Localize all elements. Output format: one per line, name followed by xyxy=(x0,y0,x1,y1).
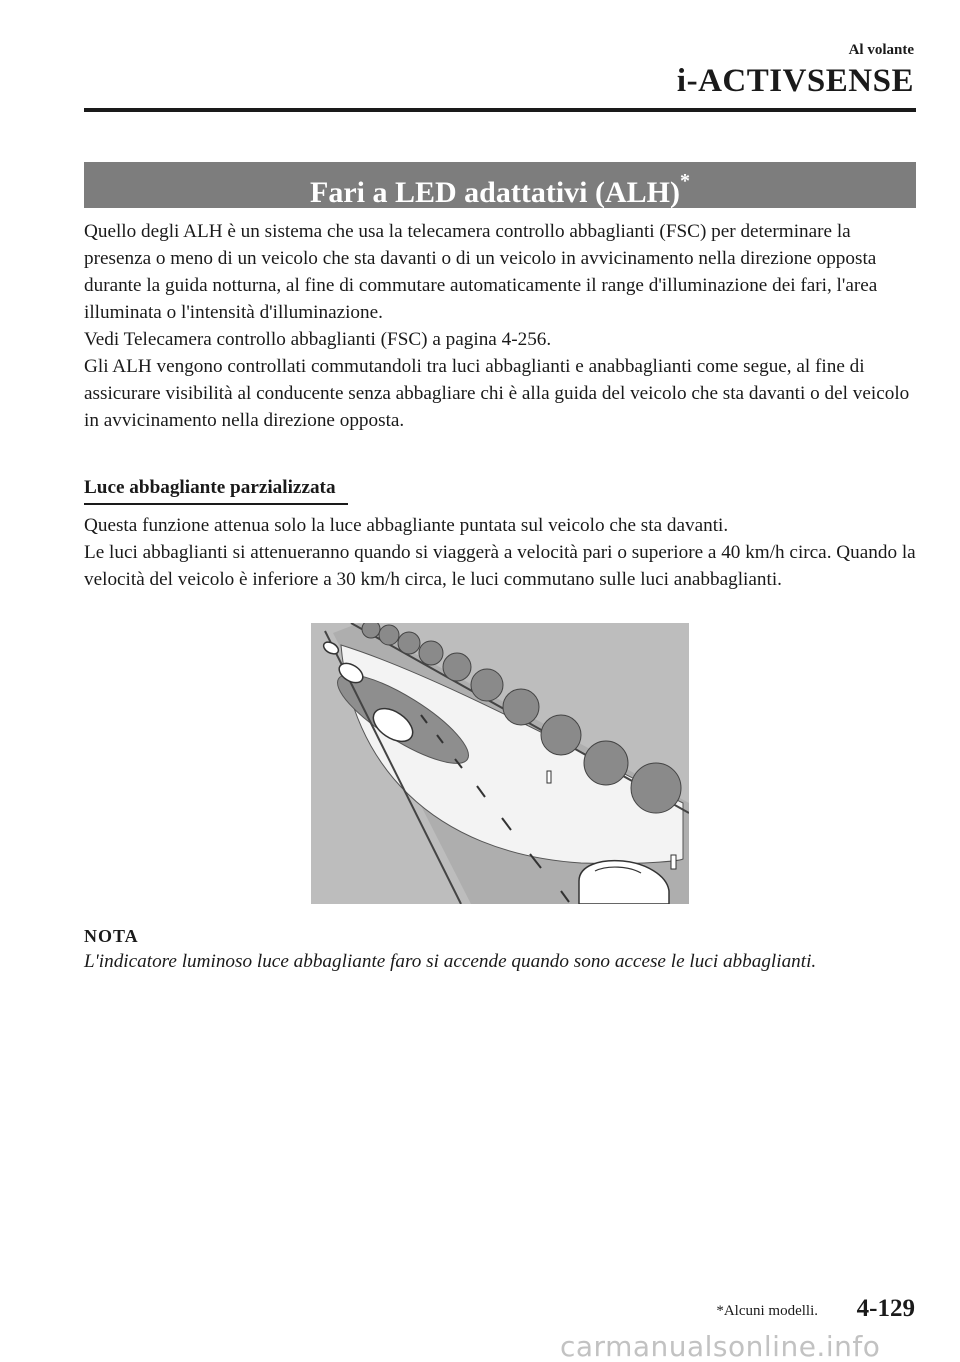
chapter-title: Al volante xyxy=(848,42,914,58)
page-title xyxy=(84,162,916,208)
partial-high-beam-text xyxy=(84,512,916,593)
watermark: carmanualsonline.info xyxy=(560,1330,881,1362)
footnote: *Alcuni modelli. xyxy=(716,1303,818,1319)
headlight-illustration xyxy=(311,623,689,904)
subheading: Luce abbagliante parzializzata xyxy=(84,474,348,505)
night-road-drawing xyxy=(311,623,689,904)
partial-paragraph: Questa funzione attenua solo la luce abbagliante puntata sul veicolo che sta davanti. xyxy=(84,515,729,536)
note-label: NOTA xyxy=(84,926,139,946)
section-title: i-ACTIVSENSE xyxy=(676,63,914,99)
intro-text xyxy=(84,218,916,434)
partial-paragraph: Le luci abbaglianti si attenueranno quando si viaggerà a velocità pari o superiore a 40 km/h circa. Quando la velocità del veicolo è inferiore a 30 km/h circa, le luci commutano sulle luci anabbaglianti. xyxy=(84,542,916,590)
intro-paragraph: Quello degli ALH è un sistema che usa la telecamera controllo abbaglianti (FSC) per determinare la presenza o meno di un veicolo che sta davanti o di un veicolo in avvicinamento nella direzione opposta durante la guida notturna, al fine di commutare automaticamente il range d'illuminazione dei fari, l'area illuminata o l'intensità d'illuminazione. xyxy=(84,221,878,323)
page-title-text: Fari a LED adattativi (ALH) xyxy=(310,176,680,209)
page-number: 4-129 xyxy=(856,1295,915,1322)
intro-paragraph: Vedi Telecamera controllo abbaglianti (FSC) a pagina 4-256. xyxy=(84,329,552,350)
note-text: L'indicatore luminoso luce abbagliante faro si accende quando sono accese le luci abbaglianti. xyxy=(84,951,817,972)
page-title-marker: * xyxy=(679,170,690,192)
header-rule xyxy=(84,108,916,112)
intro-paragraph: Gli ALH vengono controllati commutandoli tra luci abbaglianti e anabbaglianti come segue, al fine di assicurare visibilità al conducente senza abbagliare chi è alla guida del veicolo che sta davanti o del veicolo in avvicinamento nella direzione opposta. xyxy=(84,356,910,431)
